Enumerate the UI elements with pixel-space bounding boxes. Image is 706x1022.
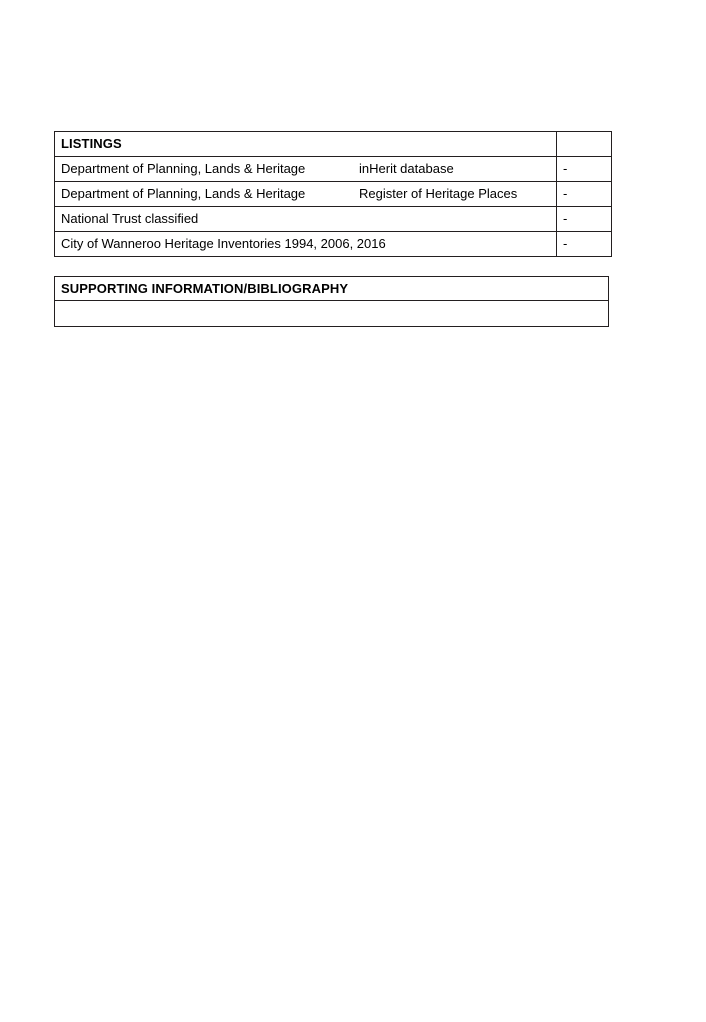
listing-flag-cell [557,232,612,257]
listing-flag: - [563,186,568,201]
listings-header-flag-cell [557,132,612,157]
listing-flag: - [563,161,568,176]
listings-header-cell [55,132,557,157]
table-row [55,232,612,257]
supporting-body-row [55,301,609,327]
table-row [55,207,612,232]
listing-register: Register of Heritage Places [359,186,518,201]
listing-flag: - [563,236,568,251]
table-row [55,182,612,207]
supporting-information-table [54,276,609,327]
listing-entry [55,161,556,177]
listing-authority: National Trust classified [61,211,199,226]
table-row [55,157,612,182]
listing-authority: City of Wanneroo Heritage Inventories 1994, 2006, 2016 [61,236,386,251]
listings-title: LISTINGS [61,136,122,151]
listing-authority: Department of Planning, Lands & Heritage [61,186,306,201]
listing-flag-cell [557,157,612,182]
listing-entry-cell [55,232,557,257]
listings-table [54,131,612,257]
listing-flag-cell [557,182,612,207]
supporting-header-row [55,277,609,301]
listing-entry-cell [55,207,557,232]
listing-authority: Department of Planning, Lands & Heritage [61,161,306,176]
supporting-title: SUPPORTING INFORMATION/BIBLIOGRAPHY [61,280,349,296]
supporting-header-cell [55,277,609,301]
listing-entry-cell [55,157,557,182]
listing-flag: - [563,211,568,226]
listings-header-row [55,132,612,157]
listing-flag-cell [557,207,612,232]
listing-entry [55,186,556,202]
listing-entry-cell [55,182,557,207]
listing-register: inHerit database [359,161,454,176]
supporting-body-cell [55,301,609,327]
